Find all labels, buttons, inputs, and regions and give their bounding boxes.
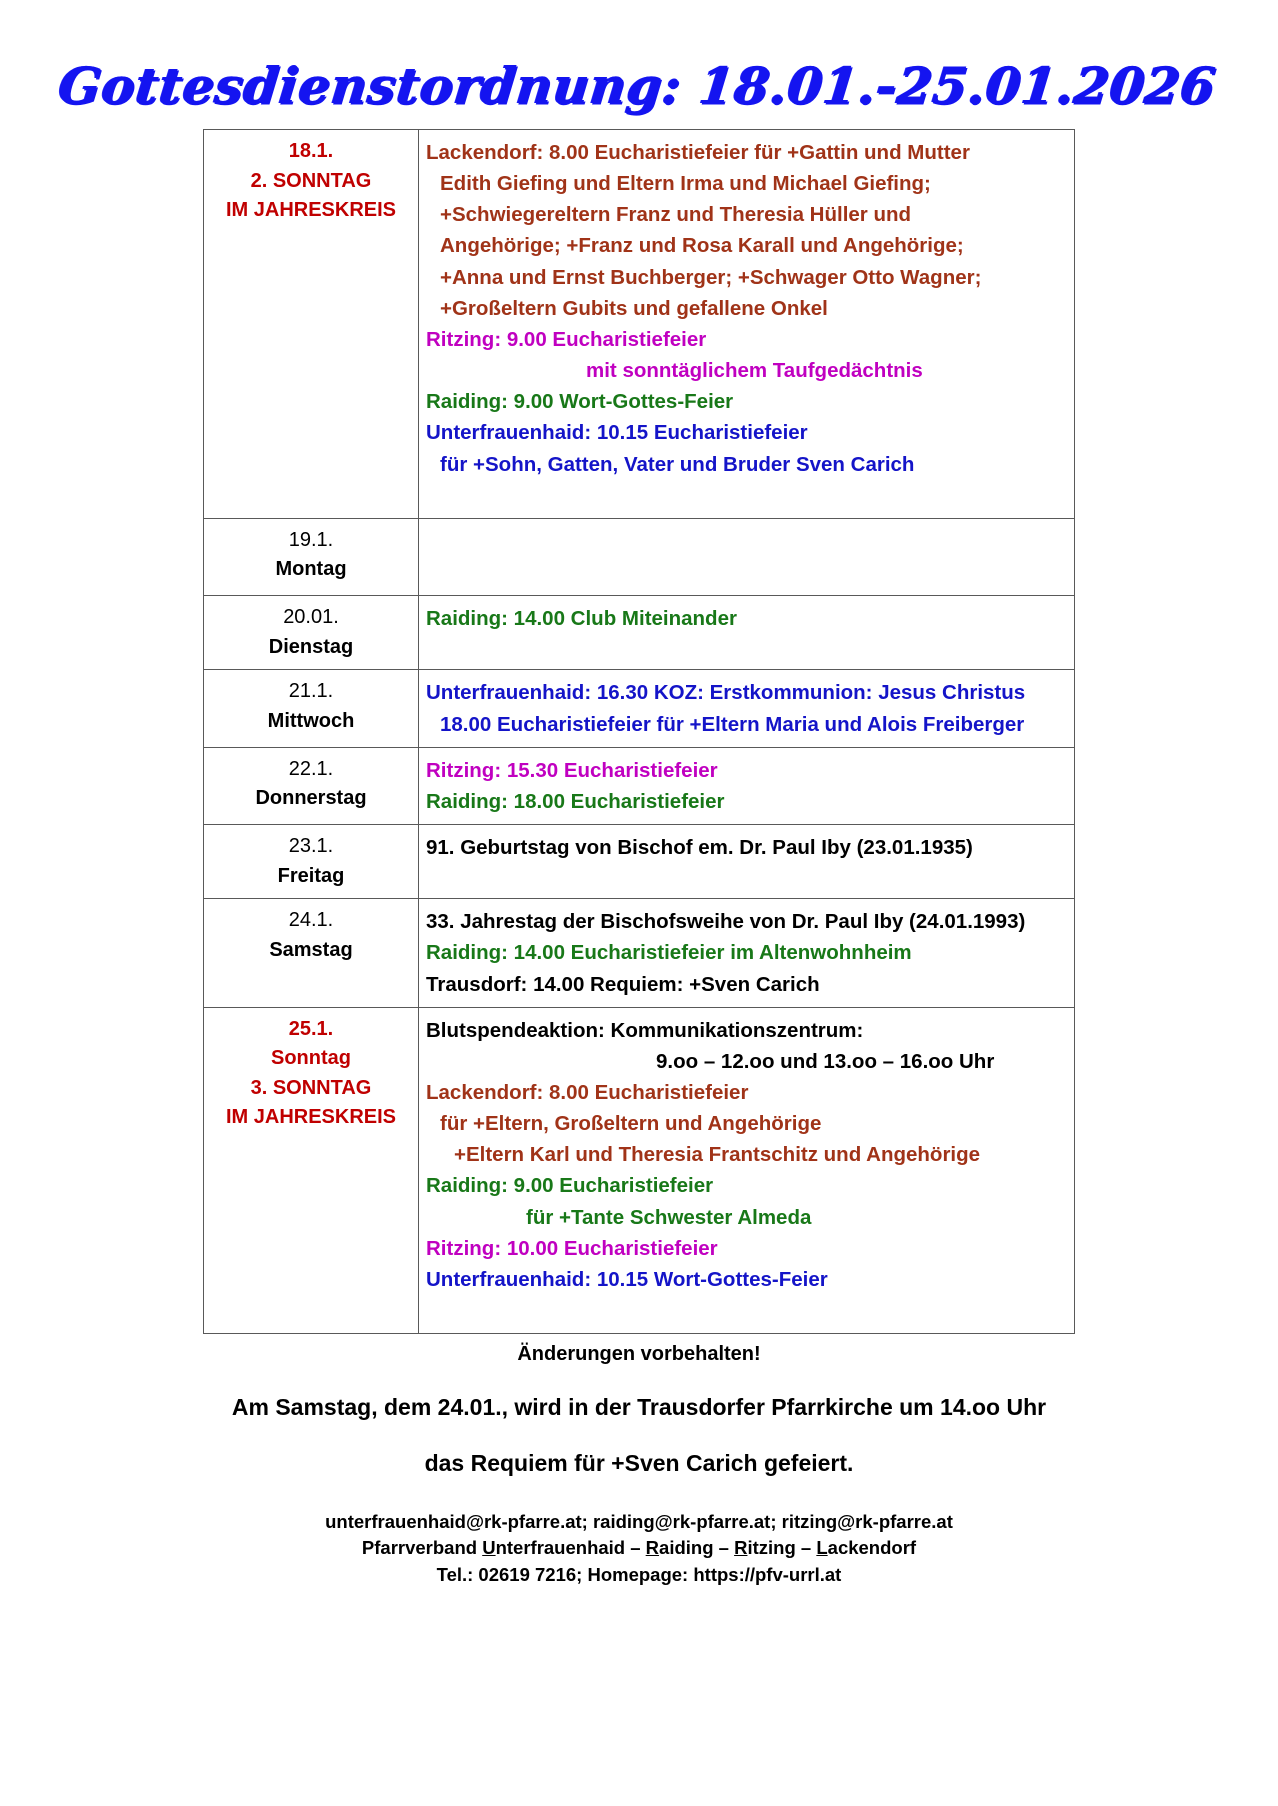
event-line: Raiding: 14.00 Club Miteinander	[426, 607, 737, 631]
day-date: 19.1.	[288, 528, 334, 551]
table-row	[204, 518, 1075, 595]
parish-initial-unterfrauenhaid: U	[482, 1537, 496, 1559]
event-line: Unterfrauenhaid: 10.15 Wort-Gottes-Feier	[426, 1267, 828, 1291]
parish-rest-ritzing: itzing –	[747, 1537, 817, 1559]
event-line: Raiding: 9.00 Wort-Gottes-Feier	[426, 390, 734, 414]
events-cell	[419, 825, 1075, 899]
table-row	[204, 130, 1075, 519]
event-line: Ritzing: 10.00 Eucharistiefeier	[426, 1236, 718, 1260]
event-line: Lackendorf: 8.00 Eucharistiefeier	[426, 1080, 749, 1104]
day-name: IM JAHRESKREIS	[225, 199, 397, 222]
day-date: 25.1.	[288, 1017, 334, 1040]
event-line: +Anna und Ernst Buchberger; +Schwager Otto Wagner;	[440, 265, 982, 289]
day-name: Samstag	[269, 938, 353, 961]
event-line: für +Eltern, Großeltern und Angehörige	[440, 1112, 822, 1136]
day-name: Dienstag	[268, 635, 354, 658]
event-line: Lackendorf: 8.00 Eucharistiefeier für +Gattin und Mutter	[426, 141, 970, 164]
parish-initial-raiding: R	[645, 1537, 660, 1559]
event-line: Trausdorf: 14.00 Requiem: +Sven Carich	[426, 972, 820, 996]
parish-association-line	[210, 1535, 1068, 1561]
table-row	[204, 747, 1075, 824]
events-cell	[419, 518, 1075, 595]
table-row	[204, 899, 1075, 1007]
day-date: 18.1.	[288, 140, 334, 162]
events-cell	[419, 747, 1075, 824]
event-line: Unterfrauenhaid: 16.30 KOZ: Erstkommunion: Jesus Christus	[426, 681, 1026, 705]
event-line: 33. Jahrestag der Bischofsweihe von Dr. Paul Iby (24.01.1993)	[426, 910, 1026, 934]
announcement-line-2: das Requiem für +Sven Carich gefeiert.	[424, 1450, 854, 1477]
event-line: mit sonntäglichem Taufgedächtnis	[586, 359, 923, 383]
day-name: IM JAHRESKREIS	[225, 1106, 397, 1129]
event-line: Raiding: 9.00 Eucharistiefeier	[426, 1174, 714, 1198]
day-name: 3. SONNTAG	[250, 1076, 372, 1099]
events-cell	[419, 130, 1075, 519]
event-line: Ritzing: 15.30 Eucharistiefeier	[426, 758, 718, 782]
day-cell	[204, 825, 419, 899]
event-line: Angehörige; +Franz und Rosa Karall und Angehörige;	[440, 234, 964, 258]
events-cell	[419, 1007, 1075, 1334]
events-cell	[419, 670, 1075, 747]
day-date: 23.1.	[288, 835, 334, 857]
event-line: 9.oo – 12.oo und 13.oo – 16.oo Uhr	[656, 1049, 995, 1073]
events-cell	[419, 596, 1075, 670]
day-cell	[204, 130, 419, 519]
table-row	[204, 670, 1075, 747]
event-line: für +Tante Schwester Almeda	[526, 1205, 812, 1229]
contact-phone-homepage: Tel.: 02619 7216; Homepage: https://pfv-urrl.at	[436, 1563, 842, 1585]
event-spacer	[426, 526, 1070, 557]
event-line: +Großeltern Gubits und gefallene Onkel	[440, 296, 828, 320]
event-line: +Schwiegereltern Franz und Theresia Hüller und	[440, 203, 912, 227]
day-date: 20.01.	[283, 606, 339, 629]
events-cell	[419, 899, 1075, 1007]
event-spacer	[426, 480, 1070, 511]
day-name: Montag	[275, 558, 347, 581]
schedule-body	[204, 130, 1075, 1334]
page-title: Gottesdienstordnung: 18.01.-25.01.2026	[55, 56, 1219, 115]
table-row	[204, 596, 1075, 670]
event-line: Ritzing: 9.00 Eucharistiefeier	[426, 327, 707, 351]
parish-rest-unterfrauenhaid: nterfrauenhaid –	[495, 1537, 646, 1559]
day-cell	[204, 747, 419, 824]
day-cell	[204, 899, 419, 1007]
parish-initial-ritzing: R	[734, 1537, 748, 1559]
event-line: Raiding: 14.00 Eucharistiefeier im Altenwohnheim	[426, 941, 912, 965]
event-line: 18.00 Eucharistiefeier für +Eltern Maria und Alois Freiberger	[440, 712, 1025, 736]
day-name: Freitag	[277, 864, 345, 887]
day-cell	[204, 1007, 419, 1334]
event-spacer	[426, 1295, 1070, 1326]
table-row	[204, 1007, 1075, 1334]
day-cell	[204, 670, 419, 747]
day-name: Donnerstag	[255, 787, 367, 810]
service-schedule-table	[203, 129, 1075, 1334]
day-name: Sonntag	[271, 1047, 351, 1070]
day-cell	[204, 596, 419, 670]
day-cell	[204, 518, 419, 595]
contact-emails: unterfrauenhaid@rk-pfarre.at; raiding@rk-pfarre.at; ritzing@rk-pfarre.at	[325, 1511, 953, 1533]
footer	[210, 1334, 1068, 1588]
event-line: für +Sohn, Gatten, Vater und Bruder Sven Carich	[440, 452, 915, 476]
event-spacer	[426, 557, 1070, 588]
announcement-line-1: Am Samstag, dem 24.01., wird in der Trausdorfer Pfarrkirche um 14.oo Uhr	[231, 1394, 1047, 1421]
day-name: Mittwoch	[267, 709, 355, 732]
parish-prefix: Pfarrverband	[361, 1537, 483, 1559]
event-line: Edith Giefing und Eltern Irma und Michael Giefing;	[440, 172, 931, 196]
day-date: 22.1.	[288, 757, 334, 780]
table-row	[204, 825, 1075, 899]
parish-rest-lackendorf: ackendorf	[827, 1537, 917, 1559]
day-date: 21.1.	[288, 680, 334, 703]
parish-rest-raiding: aiding –	[659, 1537, 735, 1559]
event-line: 91. Geburtstag von Bischof em. Dr. Paul Iby (23.01.1935)	[426, 836, 973, 859]
disclaimer-text: Änderungen vorbehalten!	[517, 1343, 761, 1366]
event-line: Blutspendeaktion: Kommunikationszentrum:	[426, 1018, 864, 1042]
event-line: +Eltern Karl und Theresia Frantschitz und Angehörige	[454, 1143, 981, 1167]
event-line: Unterfrauenhaid: 10.15 Eucharistiefeier	[426, 421, 808, 445]
day-date: 24.1.	[288, 909, 334, 932]
day-name: 2. SONNTAG	[250, 169, 372, 192]
event-line: Raiding: 18.00 Eucharistiefeier	[426, 789, 725, 813]
parish-initial-lackendorf: L	[816, 1537, 828, 1559]
